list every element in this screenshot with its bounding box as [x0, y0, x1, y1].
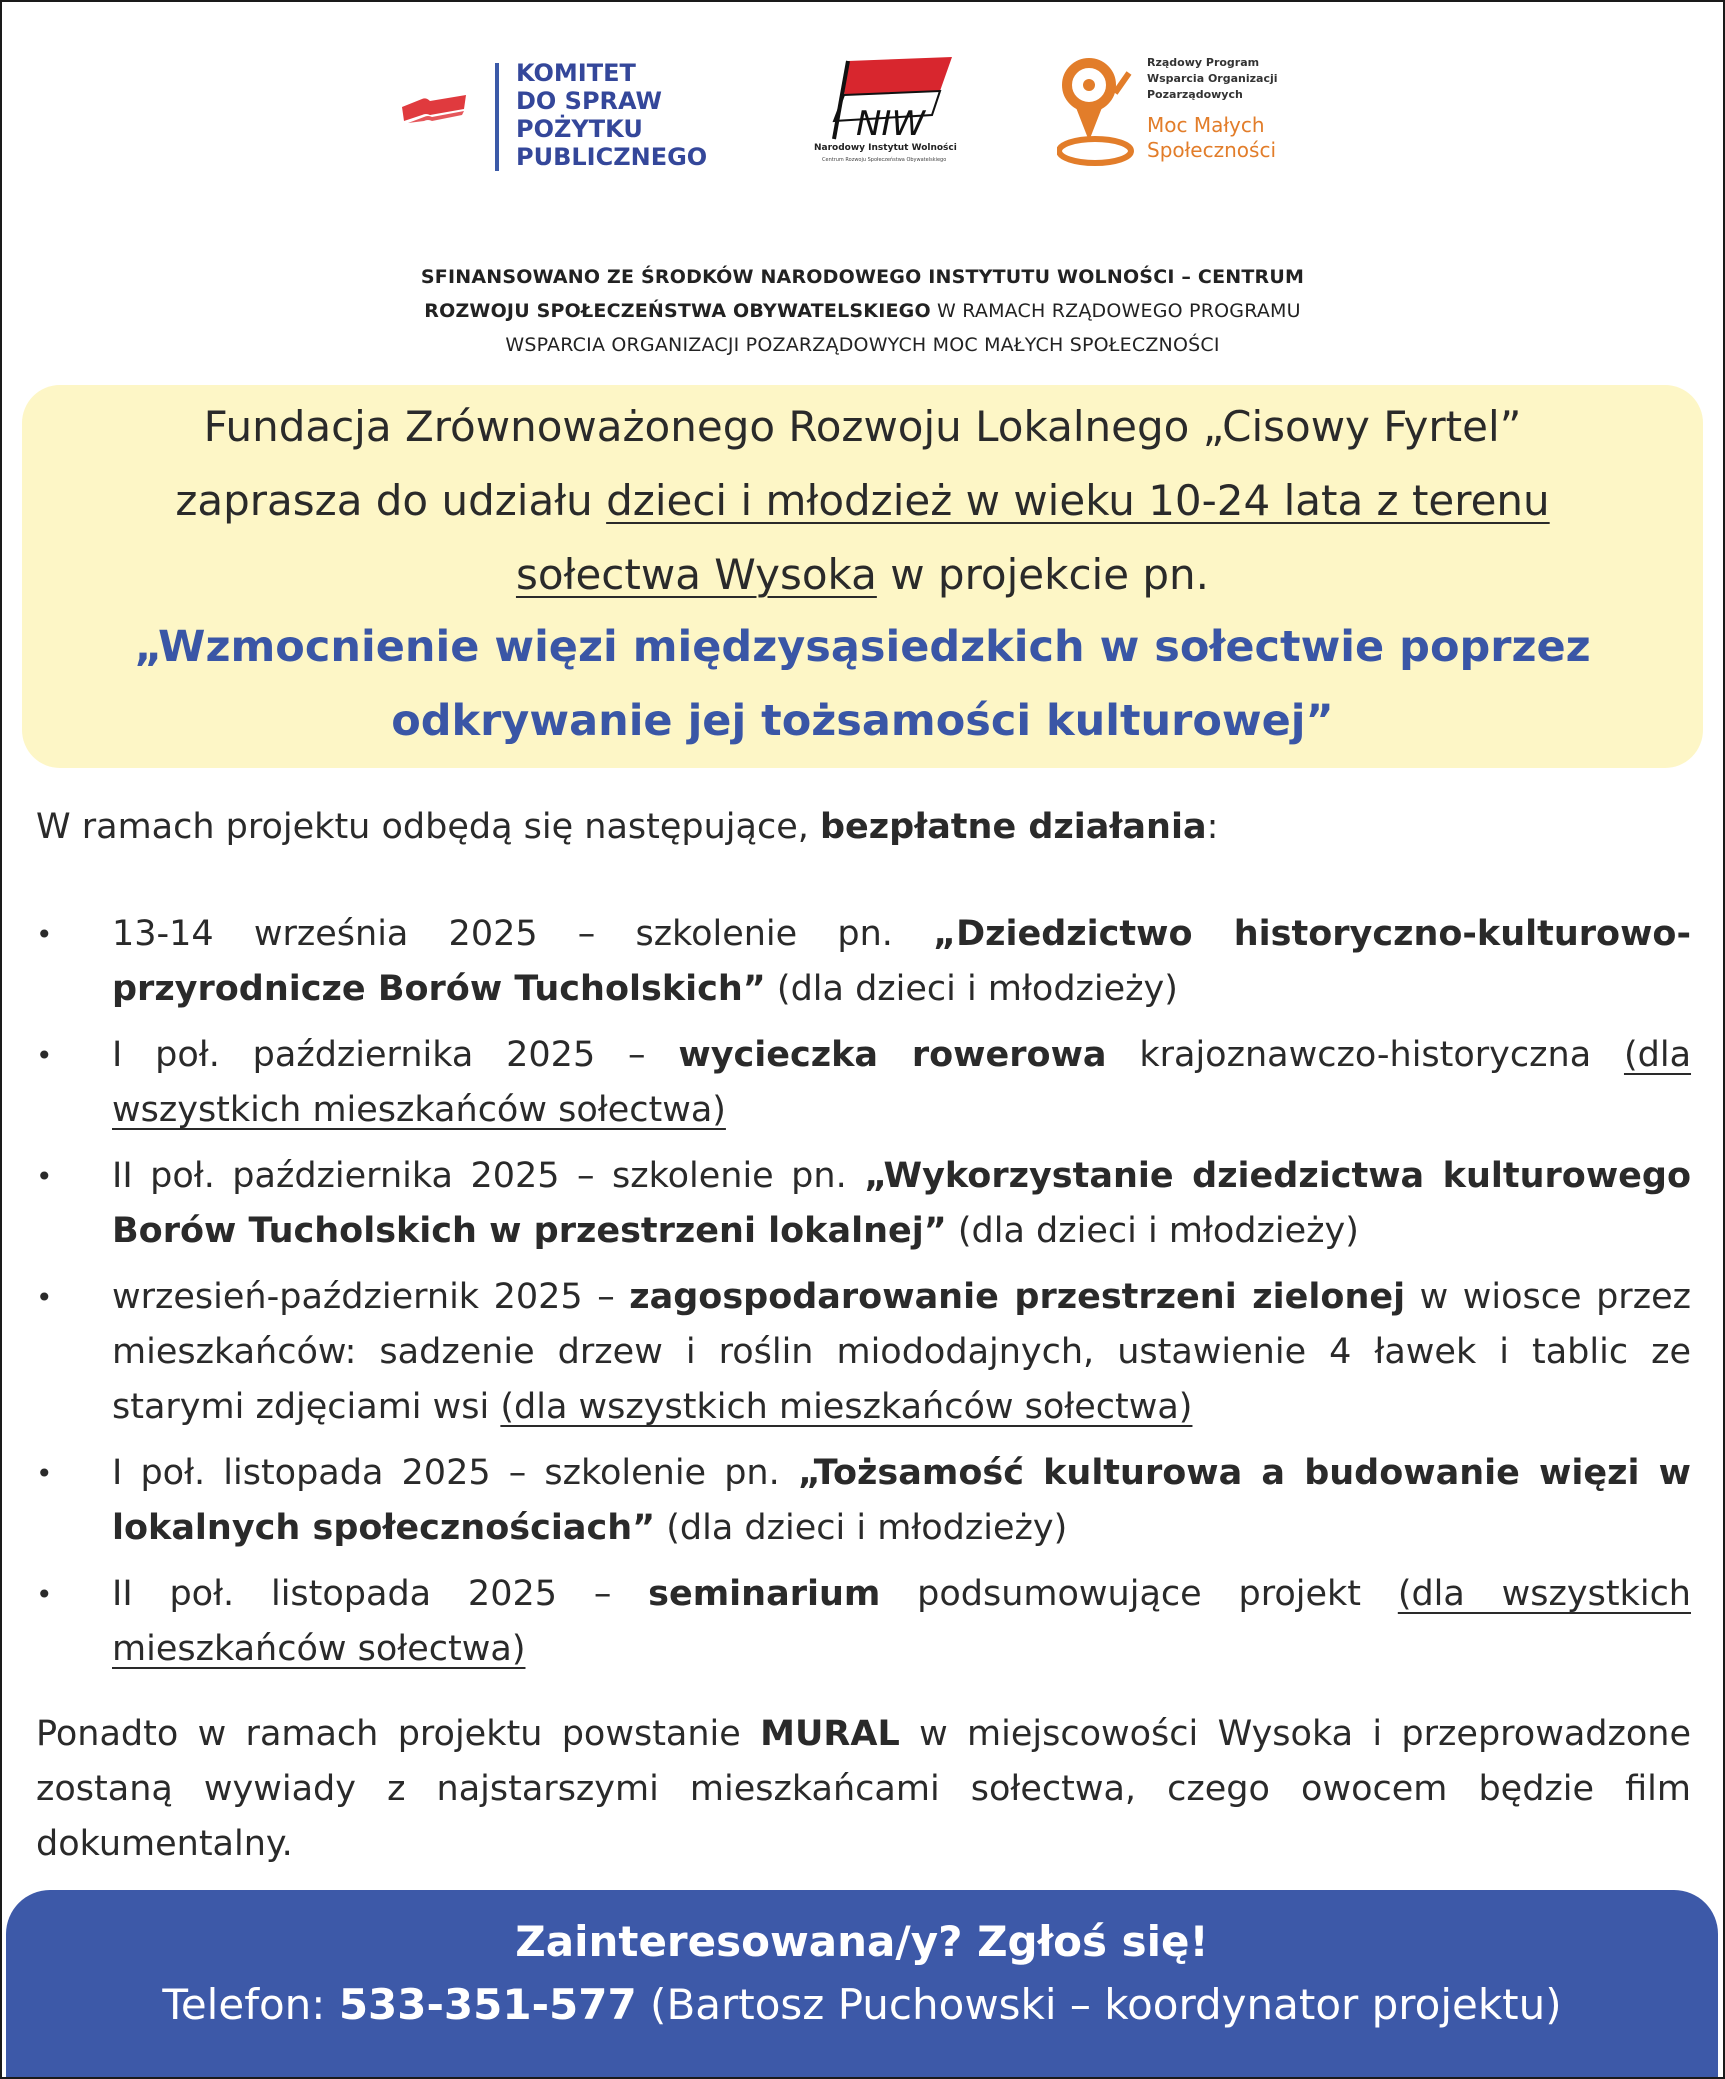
moc-logo [1057, 53, 1297, 173]
closing-post: w miejscowości Wysoka i przeprowadzone zostaną wywiady z najstarszymi mieszkańcami sołectwa, czego owocem będzie film dokumentalny. [36, 1714, 1691, 1864]
activity-item [36, 1446, 1691, 1556]
bullet-icon: • [36, 1039, 53, 1072]
activity-item [36, 1270, 1691, 1435]
moc-pin-icon [1057, 53, 1141, 169]
funding-line-2-rest: W RAMACH RZĄDOWEGO PROGRAMU [930, 300, 1301, 322]
activity-title: „Dziedzictwo historyczno-kulturowo-przyrodnicze Borów Tucholskich” [112, 914, 1691, 1009]
activity-date: I poł. listopada 2025 – szkolenie pn. [112, 1453, 798, 1493]
activity-title: wycieczka rowerowa [678, 1035, 1107, 1075]
polish-flag-icon [400, 93, 470, 133]
invitation-location-name: sołectwa Wysoka [515, 550, 877, 599]
moc-small-text [1147, 55, 1278, 103]
kdspp-line: DO SPRAW [516, 87, 663, 115]
activities-intro [36, 802, 1696, 852]
closing-paragraph [36, 1707, 1691, 1872]
intro-text: W ramach projektu odbędą się następujące, [36, 807, 820, 847]
activity-note: (dla dzieci i młodzieży) [765, 969, 1178, 1009]
bullet-icon: • [36, 1578, 53, 1611]
moc-small-line: Pozarządowych [1147, 88, 1243, 101]
bullet-icon: • [36, 918, 53, 951]
intro-suffix: : [1206, 807, 1219, 847]
invitation-location [22, 545, 1703, 605]
kdspp-logo-text [516, 59, 707, 171]
activity-item [36, 1567, 1691, 1677]
activity-note: podsumowujące projekt [880, 1574, 1398, 1614]
activity-date: 13-14 września 2025 – szkolenie pn. [112, 914, 934, 954]
activity-note: w wiosce przez mieszkańców: sadzenie drzew i roślin miododajnych, ustawienie 4 ławek i tablic ze starymi zdjęciami wsi [112, 1277, 1691, 1427]
kdspp-logo [400, 55, 750, 170]
funding-line-2-bold: ROZWOJU SPOŁECZEŃSTWA OBYWATELSKIEGO [424, 300, 931, 322]
activity-date: II poł. października 2025 – szkolenie pn. [112, 1156, 865, 1196]
niw-logo [814, 51, 974, 171]
funding-statement [2, 260, 1723, 362]
activity-date: I poł. października 2025 – [112, 1035, 679, 1075]
footer-contact [6, 1975, 1718, 2035]
contact-person: (Bartosz Puchowski – koordynator projektu) [636, 1980, 1562, 2029]
activity-note: (dla dzieci i młodzieży) [946, 1211, 1359, 1251]
phone-label: Telefon: [162, 1980, 339, 2029]
niw-subtitle: Centrum Rozwoju Społeczeństwa Obywatelskiego [822, 157, 947, 163]
funding-line-1: SFINANSOWANO ZE ŚRODKÓW NARODOWEGO INSTYTUTU WOLNOŚCI – CENTRUM [420, 266, 1305, 288]
moc-small-line: Rządowy Program [1147, 56, 1260, 69]
invitation-audience-pre: zaprasza do udziału [175, 476, 607, 525]
footer-cta: Zainteresowana/y? Zgłoś się! [515, 1917, 1209, 1966]
activity-title: „Wykorzystanie dziedzictwa kulturowego Borów Tucholskich w przestrzeni lokalnej” [112, 1156, 1691, 1251]
project-title-line-2: odkrywanie jej tożsamości kulturowej” [391, 696, 1334, 746]
bullet-icon: • [36, 1457, 53, 1490]
project-title-line-1: „Wzmocnienie więzi międzysąsiedzkich w sołectwie poprzez [134, 622, 1591, 672]
invitation-audience [22, 471, 1703, 531]
activity-audience: (dla wszystkich mieszkańców sołectwa) [500, 1387, 1193, 1427]
activities-list [36, 907, 1691, 1688]
niw-mark-icon [814, 51, 974, 143]
invitation-organizer: Fundacja Zrównoważonego Rozwoju Lokalnego „Cisowy Fyrtel” [203, 402, 1522, 451]
activity-item [36, 1149, 1691, 1259]
activity-note: (dla dzieci i młodzieży) [655, 1508, 1068, 1548]
logo-bar [2, 47, 1723, 177]
kdspp-line: KOMITET [516, 59, 636, 87]
funding-line-3: WSPARCIA ORGANIZACJI POZARZĄDOWYCH MOC MAŁYCH SPOŁECZNOŚCI [505, 334, 1220, 356]
invitation-audience-target: dzieci i młodzież w wieku 10-24 lata z terenu [606, 476, 1550, 525]
activity-date: wrzesień-październik 2025 – [112, 1277, 630, 1317]
closing-mural: MURAL [760, 1714, 900, 1754]
moc-big-line: Społeczności [1147, 138, 1276, 162]
bullet-icon: • [36, 1281, 53, 1314]
activity-title: „Tożsamość kulturowa a budowanie więzi w lokalnych społecznościach” [112, 1453, 1691, 1548]
niw-mark-text: NIW [856, 104, 926, 143]
kdspp-line: POŻYTKU [516, 115, 643, 143]
activity-date: II poł. listopada 2025 – [112, 1574, 649, 1614]
niw-name: Narodowy Instytut Wolności [814, 143, 957, 153]
invitation-box [22, 385, 1703, 768]
activity-audience: (dla wszystkich mieszkańców sołectwa) [112, 1035, 1692, 1130]
contact-footer [6, 1890, 1718, 2079]
logo-divider [495, 63, 499, 171]
kdspp-line: PUBLICZNEGO [516, 143, 708, 171]
activity-note: krajoznawczo-historyczna [1106, 1035, 1624, 1075]
phone-number[interactable]: 533-351-577 [338, 1980, 637, 2029]
activity-item [36, 1028, 1691, 1138]
closing-pre: Ponadto w ramach projektu powstanie [36, 1714, 761, 1754]
activity-title: zagospodarowanie przestrzeni zielonej [629, 1277, 1406, 1317]
intro-bold: bezpłatne działania [819, 807, 1207, 847]
activity-audience: (dla wszystkich mieszkańców sołectwa) [112, 1574, 1691, 1669]
moc-small-line: Wsparcia Organizacji [1147, 72, 1278, 85]
bullet-icon: • [36, 1160, 53, 1193]
activity-title: seminarium [648, 1574, 881, 1614]
invitation-location-post: w projekcie pn. [876, 550, 1210, 599]
moc-big-line: Moc Małych [1147, 113, 1265, 137]
activity-item [36, 907, 1691, 1017]
moc-big-text [1147, 113, 1276, 163]
